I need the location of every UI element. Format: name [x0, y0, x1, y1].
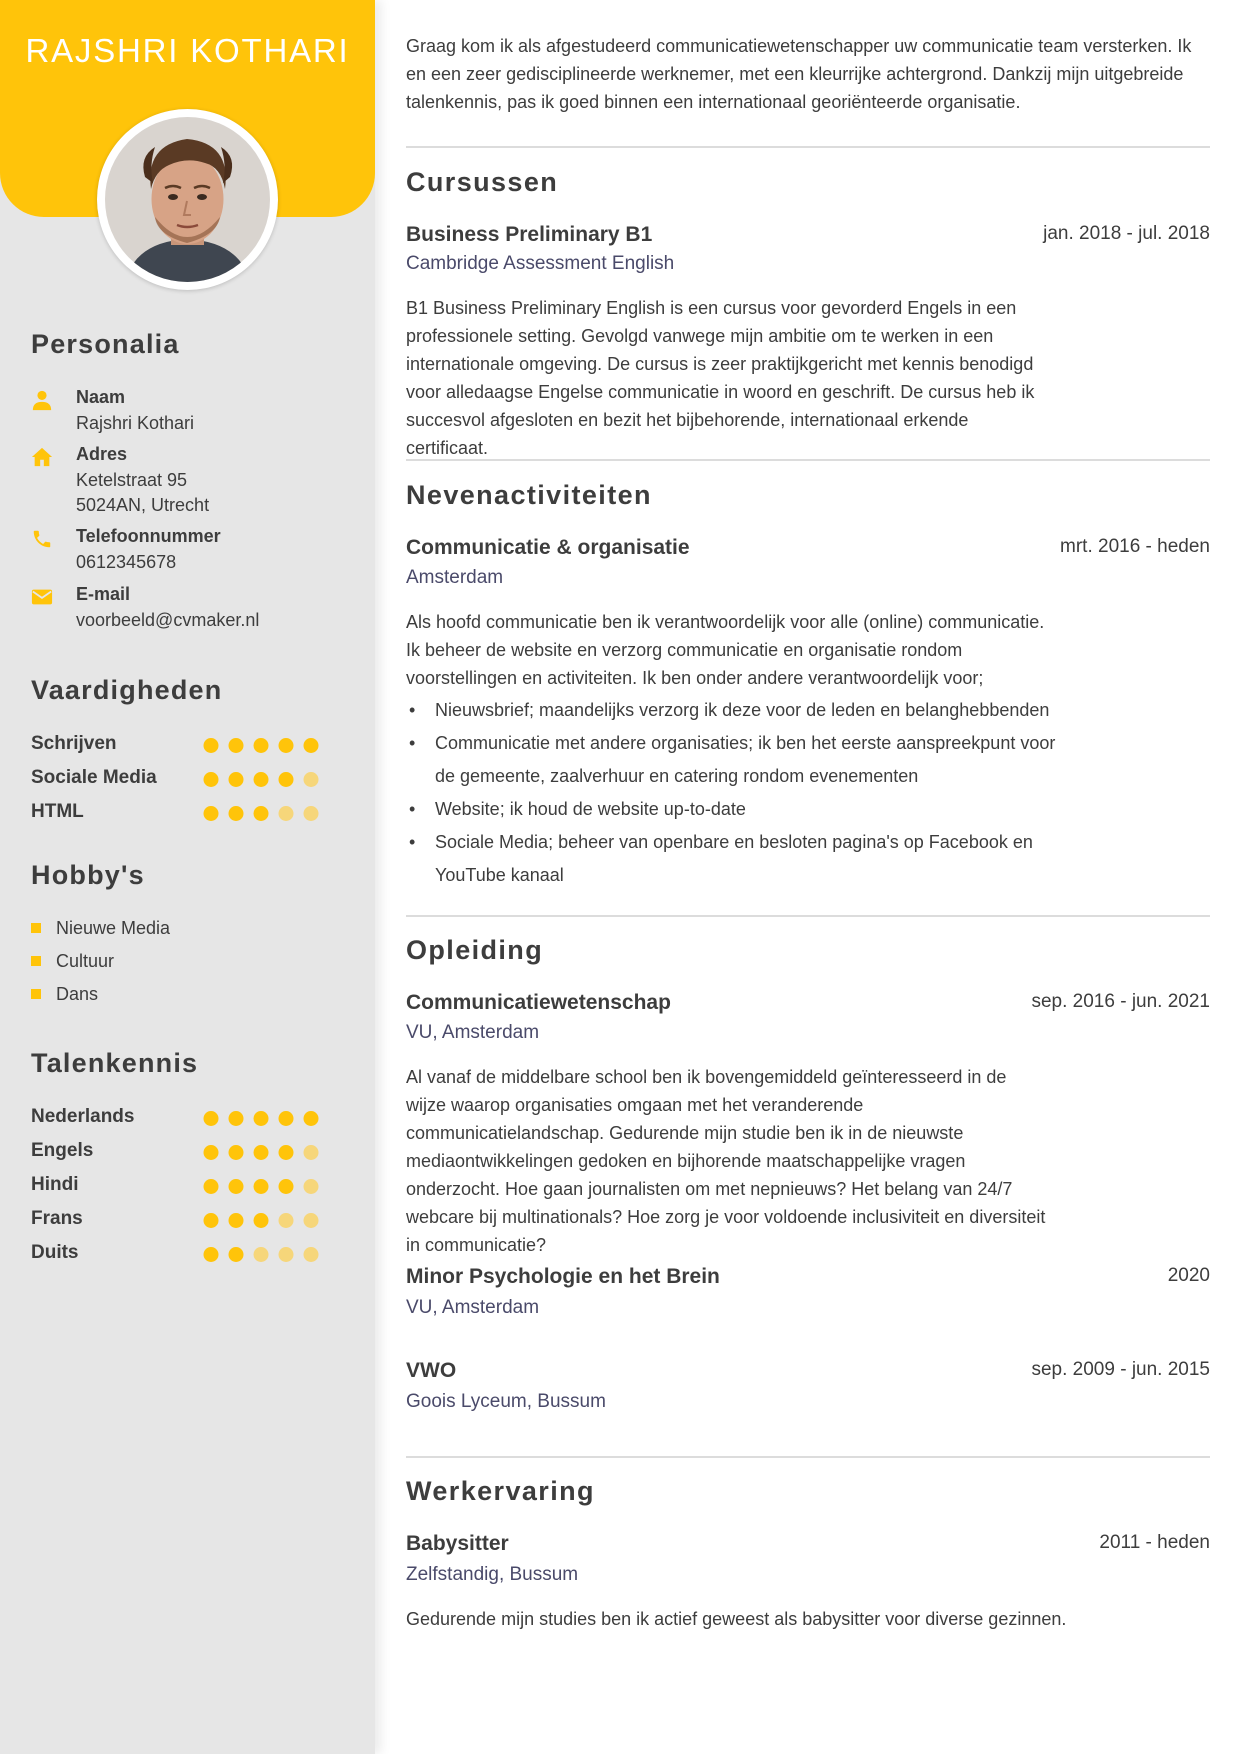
level-dot-empty [304, 806, 319, 821]
entry-organization: Goois Lyceum, Bussum [406, 1391, 606, 1412]
entry-date: jan. 2018 - jul. 2018 [1043, 223, 1210, 244]
level-dot-filled [204, 1145, 219, 1160]
personalia-label: Naam [76, 387, 126, 407]
personalia-label: Telefoonnummer [76, 526, 221, 546]
level-dot-filled [279, 1145, 294, 1160]
language-level-dots [203, 1144, 333, 1161]
entry-organization: VU, Amsterdam [406, 1297, 540, 1318]
entry-title: VWO [406, 1359, 457, 1382]
level-dot-filled [204, 772, 219, 787]
entry-date: mrt. 2016 - heden [1060, 536, 1210, 557]
level-dot-filled [229, 1213, 244, 1228]
level-dot-empty [304, 1145, 319, 1160]
languages-title: Talenkennis [31, 1048, 199, 1078]
language-level-dots [203, 1178, 333, 1195]
skill-row [31, 801, 331, 825]
square-bullet-icon [31, 989, 41, 999]
side-activities-title: Nevenactiviteiten [406, 480, 652, 510]
courses-title: Cursussen [406, 167, 559, 197]
section-divider [406, 459, 1210, 461]
level-dot-filled [229, 1179, 244, 1194]
hobby-label: Cultuur [56, 951, 115, 971]
entry-title: Babysitter [406, 1532, 509, 1555]
entry-description: B1 Business Preliminary English is een cursus voor gevorderd Engels in een professionele setting. Gevolgd vanwege mijn ambitie om te werken in een internationale omgeving. De cursus is zeer praktijkgericht met kennis benodigd voor alledaagse Engelse communicatie in woord en geschrift. De cursus heb ik succesvol afgesloten en bezit het bijbehorende, internationaal erkende certificaat. [406, 298, 1035, 458]
entry-title: Minor Psychologie en het Brein [406, 1265, 720, 1288]
level-dot-filled [254, 806, 269, 821]
level-dot-filled [204, 1213, 219, 1228]
level-dot-filled [229, 806, 244, 821]
section-divider [406, 146, 1210, 148]
intro-text: Graag kom ik als afgestudeerd communicatiewetenschapper uw communicatie team versterken. Ik en een zeer gedisciplineerde werknemer, met een kleurrijke achtergrond. Dankzij mijn uitgebreide talenkennis, pas ik goed binnen een internationaal georiënteerde organisatie. [406, 36, 1192, 112]
personalia-title: Personalia [31, 329, 180, 359]
personalia-value: voorbeeld@cvmaker.nl [76, 610, 260, 630]
entry-description: Gedurende mijn studies ben ik actief geweest als babysitter voor diverse gezinnen. [406, 1609, 1067, 1629]
skill-name: Schrijven [31, 733, 117, 754]
language-row [31, 1174, 331, 1198]
language-name: Frans [31, 1208, 83, 1229]
skill-level-dots [203, 805, 333, 822]
language-name: Duits [31, 1242, 79, 1263]
language-row [31, 1140, 331, 1164]
responsibilities-list [406, 694, 1056, 892]
language-level-dots [203, 1246, 333, 1263]
level-dot-empty [304, 1247, 319, 1262]
list-item: • Sociale Media; beheer van openbare en besloten pagina's op Facebook en YouTube kanaal [406, 826, 1056, 892]
level-dot-filled [304, 1111, 319, 1126]
personalia-value: Rajshri Kothari [76, 413, 195, 433]
square-bullet-icon [31, 956, 41, 966]
language-row [31, 1242, 331, 1266]
level-dot-filled [279, 1179, 294, 1194]
level-dot-filled [229, 1247, 244, 1262]
level-dot-filled [229, 1111, 244, 1126]
address-line: Ketelstraat 95 [76, 470, 188, 490]
language-row [31, 1106, 331, 1130]
level-dot-filled [254, 1179, 269, 1194]
language-level-dots [203, 1110, 333, 1127]
entry-date: sep. 2016 - jun. 2021 [1031, 991, 1210, 1012]
section-divider [406, 915, 1210, 917]
candidate-name: RAJSHRI KOTHARI [25, 32, 350, 69]
personalia-label: Adres [76, 444, 128, 464]
entry-organization: Zelfstandig, Bussum [406, 1564, 579, 1585]
sidebar [0, 0, 375, 1754]
level-dot-empty [279, 806, 294, 821]
level-dot-filled [254, 1213, 269, 1228]
level-dot-filled [204, 1111, 219, 1126]
entry-title: Communicatie & organisatie [406, 536, 690, 559]
entry-organization: VU, Amsterdam [406, 1022, 540, 1043]
level-dot-filled [254, 738, 269, 753]
skill-name: HTML [31, 801, 84, 822]
entry-date: sep. 2009 - jun. 2015 [1031, 1359, 1210, 1380]
level-dot-filled [254, 1145, 269, 1160]
personalia-value: 0612345678 [76, 552, 177, 572]
level-dot-empty [279, 1247, 294, 1262]
level-dot-empty [279, 1213, 294, 1228]
square-bullet-icon [31, 923, 41, 933]
level-dot-filled [229, 1145, 244, 1160]
level-dot-empty [304, 772, 319, 787]
entry-title: Communicatiewetenschap [406, 991, 671, 1014]
profile-photo [97, 109, 278, 290]
level-dot-filled [254, 1111, 269, 1126]
hobbies-section [31, 860, 351, 1004]
level-dot-filled [204, 1247, 219, 1262]
skill-row [31, 733, 331, 757]
level-dot-filled [254, 772, 269, 787]
language-name: Nederlands [31, 1106, 135, 1127]
skills-section [31, 675, 351, 822]
entry-organization: Amsterdam [406, 567, 504, 588]
hobbies-title: Hobby's [31, 860, 145, 890]
skills-title: Vaardigheden [31, 675, 223, 705]
list-item: • Nieuwsbrief; maandelijks verzorg ik deze voor de leden en belanghebbenden [406, 694, 1056, 727]
level-dot-filled [279, 772, 294, 787]
hobby-label: Nieuwe Media [56, 918, 171, 938]
language-level-dots [203, 1212, 333, 1229]
level-dot-filled [229, 738, 244, 753]
language-name: Engels [31, 1140, 94, 1161]
entry-organization: Cambridge Assessment English [406, 253, 675, 274]
level-dot-filled [229, 772, 244, 787]
level-dot-filled [279, 1111, 294, 1126]
level-dot-empty [254, 1247, 269, 1262]
level-dot-filled [304, 738, 319, 753]
entry-description: Als hoofd communicatie ben ik verantwoordelijk voor alle (online) communicatie. Ik beheer de website en verzorg communicatie en organisatie rondom voorstellingen en activiteiten. Ik ben onder andere verantwoordelijk voor; [406, 612, 1045, 688]
personalia-label: E-mail [76, 584, 131, 604]
profile-photo-image [105, 117, 270, 282]
skill-level-dots [203, 737, 333, 754]
list-item: • Website; ik houd de website up-to-date [406, 793, 1056, 826]
person-icon [31, 389, 53, 411]
entry-date: 2011 - heden [1099, 1532, 1210, 1553]
language-name: Hindi [31, 1174, 79, 1195]
skill-name: Sociale Media [31, 767, 157, 788]
skill-row [31, 767, 331, 791]
level-dot-empty [304, 1179, 319, 1194]
level-dot-filled [204, 1179, 219, 1194]
level-dot-filled [279, 738, 294, 753]
entry-description: Al vanaf de middelbare school ben ik bovengemiddeld geïnteresseerd in de wijze waarop organisaties omgaan met het veranderende communicatielandschap. Gedurende mijn studie ben ik in de nieuwste mediaontwikkelingen gedoken en bijhorende maatschappelijke vragen onderzocht. Hoe gaan journalisten om met nepnieuws? Het belang van 24/7 webcare bij multinationals? Hoe zorg je voor voldoende inclusiviteit en diversiteit in communicatie? [406, 1067, 1046, 1255]
address-line: 5024AN, Utrecht [76, 495, 210, 515]
languages-section [31, 1048, 351, 1263]
entry-date: 2020 [1167, 1265, 1210, 1286]
mail-icon [31, 586, 53, 608]
list-item: • Communicatie met andere organisaties; ik ben het eerste aanspreekpunt voor de gemeente, zaalverhuur en catering rondom evenementen [406, 727, 1056, 793]
personalia-section [31, 329, 351, 630]
language-row [31, 1208, 331, 1232]
level-dot-filled [204, 806, 219, 821]
phone-icon [31, 528, 53, 550]
entry-title: Business Preliminary B1 [406, 223, 653, 246]
work-title: Werkervaring [406, 1476, 595, 1506]
home-icon [31, 446, 53, 468]
level-dot-empty [304, 1213, 319, 1228]
hobby-label: Dans [56, 984, 99, 1004]
section-divider [406, 1456, 1210, 1458]
level-dot-filled [204, 738, 219, 753]
personalia-value [76, 468, 209, 518]
skill-level-dots [203, 771, 333, 788]
education-title: Opleiding [406, 935, 544, 965]
